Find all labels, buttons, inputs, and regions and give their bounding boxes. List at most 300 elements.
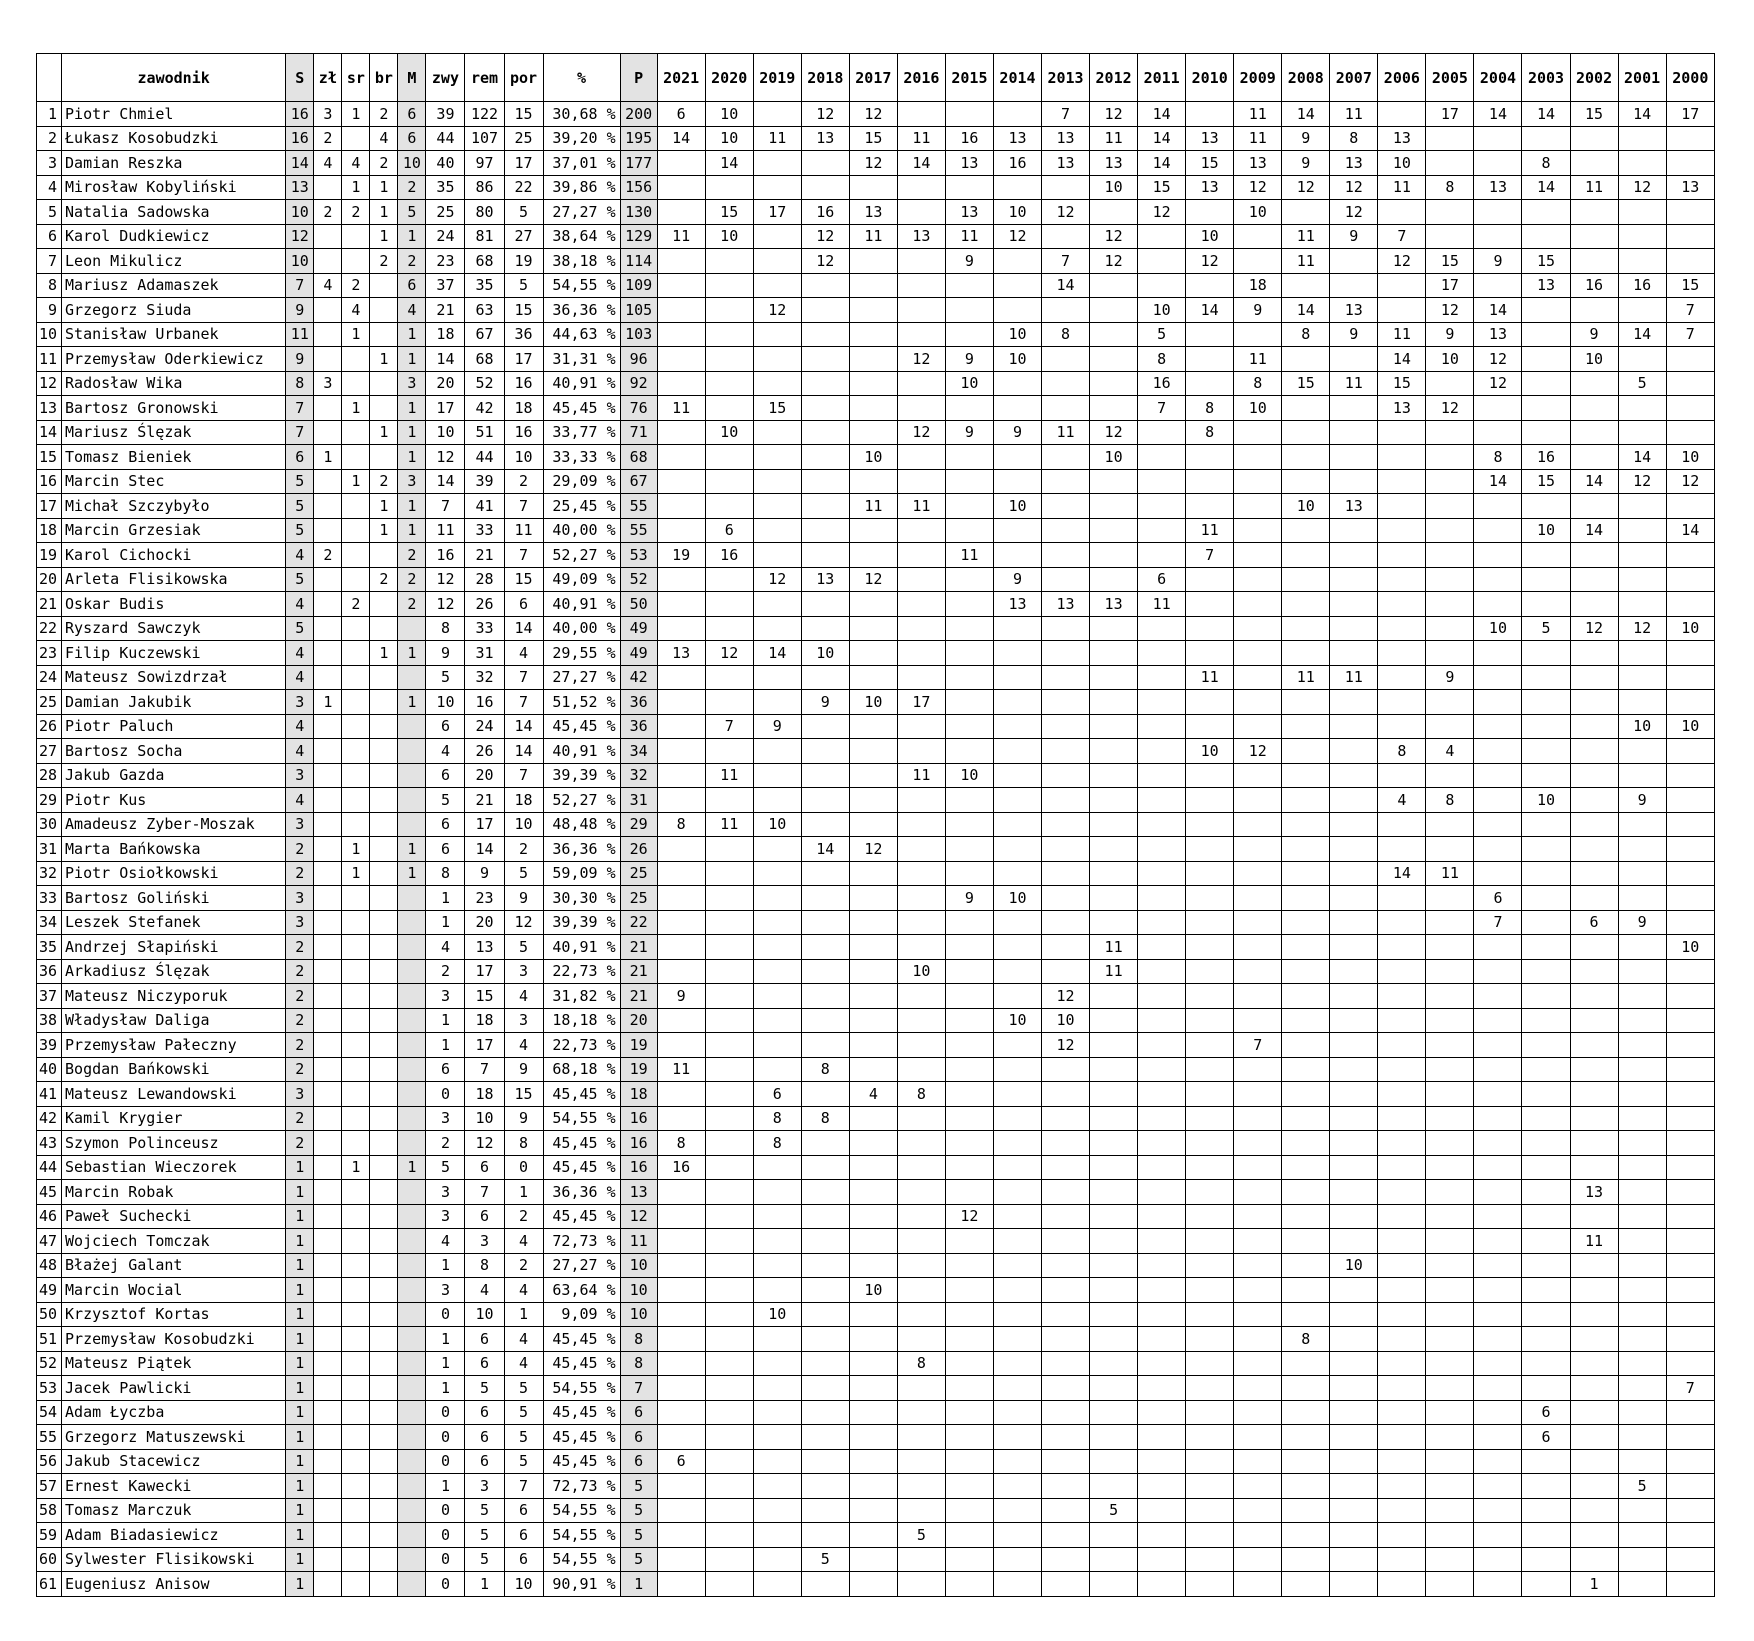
cell-s: 1 bbox=[286, 1229, 314, 1254]
cell-year-2016 bbox=[897, 1106, 945, 1131]
cell-zl bbox=[314, 298, 342, 323]
cell-year-2017 bbox=[849, 371, 897, 396]
cell-s: 7 bbox=[286, 420, 314, 445]
cell-sr bbox=[342, 739, 370, 764]
cell-year-2003 bbox=[1522, 1180, 1570, 1205]
cell-year-2011 bbox=[1138, 959, 1186, 984]
cell-year-2003 bbox=[1522, 739, 1570, 764]
cell-year-2000 bbox=[1666, 1082, 1714, 1107]
cell-year-2013 bbox=[1042, 1449, 1090, 1474]
cell-m bbox=[398, 935, 426, 960]
cell-year-2012 bbox=[1090, 1523, 1138, 1548]
cell-year-2001: 10 bbox=[1618, 714, 1666, 739]
cell-pct: 33,33 % bbox=[543, 445, 620, 470]
cell-year-2008 bbox=[1282, 1302, 1330, 1327]
cell-year-2015 bbox=[945, 1572, 993, 1597]
cell-year-2014 bbox=[993, 102, 1041, 127]
cell-year-2016 bbox=[897, 1327, 945, 1352]
cell-rem: 17 bbox=[465, 812, 504, 837]
cell-points: 76 bbox=[620, 396, 657, 421]
cell-m bbox=[398, 1523, 426, 1548]
cell-year-2017 bbox=[849, 1131, 897, 1156]
cell-year-2011 bbox=[1138, 714, 1186, 739]
cell-name: Piotr Chmiel bbox=[62, 102, 286, 127]
cell-year-2005 bbox=[1426, 690, 1474, 715]
cell-zwy: 8 bbox=[426, 616, 465, 641]
cell-pct: 54,55 % bbox=[543, 273, 620, 298]
cell-year-2009 bbox=[1234, 1376, 1282, 1401]
cell-year-2005: 8 bbox=[1426, 175, 1474, 200]
cell-year-2005 bbox=[1426, 935, 1474, 960]
table-row bbox=[37, 1523, 1715, 1548]
cell-rank: 30 bbox=[37, 812, 62, 837]
cell-year-2019 bbox=[753, 1033, 801, 1058]
cell-year-2016: 11 bbox=[897, 126, 945, 151]
cell-year-2016 bbox=[897, 1278, 945, 1303]
cell-name: Damian Reszka bbox=[62, 151, 286, 176]
cell-year-2000 bbox=[1666, 837, 1714, 862]
cell-year-2008: 9 bbox=[1282, 126, 1330, 151]
cell-points: 55 bbox=[620, 518, 657, 543]
cell-year-2010 bbox=[1186, 1204, 1234, 1229]
cell-year-2004 bbox=[1474, 935, 1522, 960]
cell-year-2002 bbox=[1570, 959, 1618, 984]
cell-s: 5 bbox=[286, 567, 314, 592]
cell-m bbox=[398, 1057, 426, 1082]
cell-year-2008: 14 bbox=[1282, 298, 1330, 323]
cell-points: 34 bbox=[620, 739, 657, 764]
cell-year-2020: 10 bbox=[705, 126, 753, 151]
cell-points: 177 bbox=[620, 151, 657, 176]
cell-year-2008 bbox=[1282, 1523, 1330, 1548]
cell-year-2015 bbox=[945, 935, 993, 960]
cell-year-2010 bbox=[1186, 1180, 1234, 1205]
cell-year-2000 bbox=[1666, 1547, 1714, 1572]
cell-year-2017 bbox=[849, 1572, 897, 1597]
cell-pct: 45,45 % bbox=[543, 1131, 620, 1156]
cell-year-2012 bbox=[1090, 1180, 1138, 1205]
cell-br bbox=[370, 1131, 398, 1156]
cell-year-2011 bbox=[1138, 543, 1186, 568]
cell-year-2018 bbox=[801, 1327, 849, 1352]
cell-por: 11 bbox=[504, 518, 543, 543]
cell-year-2000 bbox=[1666, 1449, 1714, 1474]
cell-year-2001 bbox=[1618, 1376, 1666, 1401]
cell-year-2016: 13 bbox=[897, 224, 945, 249]
cell-year-2003 bbox=[1522, 1131, 1570, 1156]
cell-name: Adam Łyczba bbox=[62, 1400, 286, 1425]
cell-year-2007 bbox=[1330, 641, 1378, 666]
cell-year-2010 bbox=[1186, 1278, 1234, 1303]
cell-year-2014 bbox=[993, 1082, 1041, 1107]
cell-year-2000 bbox=[1666, 984, 1714, 1009]
cell-year-2009 bbox=[1234, 1425, 1282, 1450]
cell-year-2010 bbox=[1186, 1155, 1234, 1180]
cell-year-2012: 12 bbox=[1090, 249, 1138, 274]
cell-points: 20 bbox=[620, 1008, 657, 1033]
cell-year-2007 bbox=[1330, 1082, 1378, 1107]
cell-year-2021 bbox=[657, 1425, 705, 1450]
cell-year-2006: 10 bbox=[1378, 151, 1426, 176]
cell-rank: 57 bbox=[37, 1474, 62, 1499]
cell-zwy: 25 bbox=[426, 200, 465, 225]
cell-year-2019 bbox=[753, 984, 801, 1009]
cell-year-2009 bbox=[1234, 616, 1282, 641]
cell-rem: 3 bbox=[465, 1474, 504, 1499]
cell-year-2004 bbox=[1474, 1376, 1522, 1401]
cell-year-2008 bbox=[1282, 641, 1330, 666]
cell-year-2001 bbox=[1618, 1057, 1666, 1082]
cell-br bbox=[370, 1523, 398, 1548]
cell-year-2003: 15 bbox=[1522, 249, 1570, 274]
cell-year-2021 bbox=[657, 959, 705, 984]
cell-year-2015: 9 bbox=[945, 886, 993, 911]
table-row bbox=[37, 543, 1715, 568]
cell-year-2002: 6 bbox=[1570, 910, 1618, 935]
cell-year-2004 bbox=[1474, 224, 1522, 249]
cell-year-2007 bbox=[1330, 1278, 1378, 1303]
cell-s: 1 bbox=[286, 1376, 314, 1401]
cell-pct: 38,64 % bbox=[543, 224, 620, 249]
cell-points: 103 bbox=[620, 322, 657, 347]
cell-year-2010: 12 bbox=[1186, 249, 1234, 274]
cell-zwy: 0 bbox=[426, 1523, 465, 1548]
cell-year-2003 bbox=[1522, 1253, 1570, 1278]
cell-year-2000: 7 bbox=[1666, 1376, 1714, 1401]
cell-m bbox=[398, 1498, 426, 1523]
cell-por: 3 bbox=[504, 959, 543, 984]
cell-year-2008 bbox=[1282, 714, 1330, 739]
cell-br: 2 bbox=[370, 151, 398, 176]
cell-por: 5 bbox=[504, 1449, 543, 1474]
cell-name: Mariusz Ślęzak bbox=[62, 420, 286, 445]
cell-year-2005 bbox=[1426, 616, 1474, 641]
cell-rank: 34 bbox=[37, 910, 62, 935]
cell-year-2008 bbox=[1282, 763, 1330, 788]
cell-year-2005: 9 bbox=[1426, 322, 1474, 347]
cell-year-2013 bbox=[1042, 812, 1090, 837]
cell-year-2016 bbox=[897, 1008, 945, 1033]
cell-year-2020 bbox=[705, 910, 753, 935]
cell-year-2010: 10 bbox=[1186, 224, 1234, 249]
cell-points: 36 bbox=[620, 714, 657, 739]
cell-zwy: 23 bbox=[426, 249, 465, 274]
cell-year-2019: 12 bbox=[753, 298, 801, 323]
cell-year-2014: 10 bbox=[993, 200, 1041, 225]
cell-year-2005 bbox=[1426, 1033, 1474, 1058]
cell-year-2011 bbox=[1138, 935, 1186, 960]
cell-year-2011 bbox=[1138, 739, 1186, 764]
cell-name: Tomasz Bieniek bbox=[62, 445, 286, 470]
cell-year-2003 bbox=[1522, 910, 1570, 935]
cell-br bbox=[370, 1547, 398, 1572]
cell-year-2011 bbox=[1138, 1082, 1186, 1107]
cell-year-2017: 15 bbox=[849, 126, 897, 151]
cell-year-2001 bbox=[1618, 1327, 1666, 1352]
cell-year-2017 bbox=[849, 935, 897, 960]
cell-year-2007 bbox=[1330, 616, 1378, 641]
cell-year-2017 bbox=[849, 1474, 897, 1499]
cell-year-2005 bbox=[1426, 763, 1474, 788]
cell-year-2018 bbox=[801, 1082, 849, 1107]
cell-por: 7 bbox=[504, 690, 543, 715]
cell-year-2008 bbox=[1282, 788, 1330, 813]
cell-sr: 1 bbox=[342, 861, 370, 886]
cell-year-2006 bbox=[1378, 665, 1426, 690]
cell-year-2007 bbox=[1330, 812, 1378, 837]
cell-rem: 107 bbox=[465, 126, 504, 151]
cell-br bbox=[370, 592, 398, 617]
cell-year-2012: 12 bbox=[1090, 102, 1138, 127]
cell-zwy: 17 bbox=[426, 396, 465, 421]
cell-year-2003 bbox=[1522, 837, 1570, 862]
cell-year-2003 bbox=[1522, 1106, 1570, 1131]
cell-sr bbox=[342, 763, 370, 788]
cell-year-2010 bbox=[1186, 641, 1234, 666]
cell-sr bbox=[342, 1008, 370, 1033]
cell-year-2013 bbox=[1042, 371, 1090, 396]
cell-m bbox=[398, 1131, 426, 1156]
cell-year-2016 bbox=[897, 665, 945, 690]
cell-year-2020 bbox=[705, 616, 753, 641]
cell-year-2014 bbox=[993, 812, 1041, 837]
cell-year-2016 bbox=[897, 641, 945, 666]
table-row bbox=[37, 175, 1715, 200]
cell-year-2017 bbox=[849, 1155, 897, 1180]
cell-year-2014 bbox=[993, 641, 1041, 666]
cell-year-2006: 13 bbox=[1378, 396, 1426, 421]
cell-year-2015 bbox=[945, 175, 993, 200]
cell-points: 109 bbox=[620, 273, 657, 298]
cell-year-2014 bbox=[993, 1376, 1041, 1401]
cell-year-2009: 7 bbox=[1234, 1033, 1282, 1058]
cell-year-2000 bbox=[1666, 592, 1714, 617]
cell-year-2005 bbox=[1426, 910, 1474, 935]
cell-year-2000 bbox=[1666, 1131, 1714, 1156]
cell-year-2004 bbox=[1474, 151, 1522, 176]
cell-year-2006 bbox=[1378, 1302, 1426, 1327]
cell-year-2008 bbox=[1282, 1033, 1330, 1058]
cell-year-2014 bbox=[993, 910, 1041, 935]
cell-year-2016 bbox=[897, 249, 945, 274]
cell-por: 4 bbox=[504, 1278, 543, 1303]
cell-year-2019 bbox=[753, 837, 801, 862]
cell-year-2007 bbox=[1330, 1351, 1378, 1376]
cell-pct: 45,45 % bbox=[543, 1082, 620, 1107]
cell-year-2017 bbox=[849, 812, 897, 837]
cell-zl: 2 bbox=[314, 126, 342, 151]
cell-year-2015 bbox=[945, 494, 993, 519]
cell-rank: 29 bbox=[37, 788, 62, 813]
cell-name: Przemysław Oderkiewicz bbox=[62, 347, 286, 372]
cell-year-2002: 1 bbox=[1570, 1572, 1618, 1597]
cell-zwy: 6 bbox=[426, 714, 465, 739]
cell-year-2017 bbox=[849, 1057, 897, 1082]
cell-rem: 5 bbox=[465, 1498, 504, 1523]
cell-pct: 40,91 % bbox=[543, 371, 620, 396]
cell-year-2006: 15 bbox=[1378, 371, 1426, 396]
table-row bbox=[37, 1229, 1715, 1254]
cell-year-2015: 10 bbox=[945, 371, 993, 396]
cell-year-2012: 13 bbox=[1090, 592, 1138, 617]
cell-rem: 8 bbox=[465, 1253, 504, 1278]
cell-m bbox=[398, 984, 426, 1009]
cell-year-2019 bbox=[753, 959, 801, 984]
cell-year-2006 bbox=[1378, 567, 1426, 592]
cell-name: Bartosz Socha bbox=[62, 739, 286, 764]
cell-year-2021 bbox=[657, 1253, 705, 1278]
cell-year-2002 bbox=[1570, 396, 1618, 421]
cell-year-2004 bbox=[1474, 861, 1522, 886]
cell-year-2018: 14 bbox=[801, 837, 849, 862]
cell-zwy: 14 bbox=[426, 347, 465, 372]
cell-s: 1 bbox=[286, 1474, 314, 1499]
cell-year-2017: 13 bbox=[849, 200, 897, 225]
cell-year-2011 bbox=[1138, 224, 1186, 249]
cell-year-2009 bbox=[1234, 1400, 1282, 1425]
cell-year-2002 bbox=[1570, 151, 1618, 176]
cell-zl: 3 bbox=[314, 371, 342, 396]
cell-year-2009 bbox=[1234, 1327, 1282, 1352]
cell-points: 200 bbox=[620, 102, 657, 127]
table-row bbox=[37, 1155, 1715, 1180]
cell-year-2000 bbox=[1666, 641, 1714, 666]
cell-points: 52 bbox=[620, 567, 657, 592]
cell-year-2013 bbox=[1042, 1057, 1090, 1082]
cell-year-2019 bbox=[753, 249, 801, 274]
cell-year-2000 bbox=[1666, 543, 1714, 568]
cell-rem: 14 bbox=[465, 837, 504, 862]
cell-zl bbox=[314, 1082, 342, 1107]
cell-year-2002 bbox=[1570, 714, 1618, 739]
cell-year-2002 bbox=[1570, 224, 1618, 249]
cell-year-2010 bbox=[1186, 935, 1234, 960]
cell-por: 4 bbox=[504, 984, 543, 1009]
cell-year-2021 bbox=[657, 1498, 705, 1523]
cell-year-2005 bbox=[1426, 1180, 1474, 1205]
cell-year-2006 bbox=[1378, 959, 1426, 984]
cell-year-2006 bbox=[1378, 1278, 1426, 1303]
cell-zwy: 24 bbox=[426, 224, 465, 249]
cell-year-2017: 10 bbox=[849, 445, 897, 470]
cell-year-2003 bbox=[1522, 1351, 1570, 1376]
cell-year-2014 bbox=[993, 1106, 1041, 1131]
cell-year-2015 bbox=[945, 1033, 993, 1058]
cell-year-2013 bbox=[1042, 1400, 1090, 1425]
cell-zl bbox=[314, 665, 342, 690]
cell-year-2001 bbox=[1618, 298, 1666, 323]
cell-year-2019 bbox=[753, 910, 801, 935]
cell-pct: 30,30 % bbox=[543, 886, 620, 911]
cell-year-2009 bbox=[1234, 1449, 1282, 1474]
cell-year-2002 bbox=[1570, 886, 1618, 911]
cell-year-2006 bbox=[1378, 1498, 1426, 1523]
cell-year-2000 bbox=[1666, 910, 1714, 935]
cell-year-2014 bbox=[993, 763, 1041, 788]
cell-br: 4 bbox=[370, 126, 398, 151]
table-row bbox=[37, 420, 1715, 445]
cell-rem: 5 bbox=[465, 1547, 504, 1572]
cell-zwy: 3 bbox=[426, 984, 465, 1009]
cell-year-2018: 13 bbox=[801, 126, 849, 151]
table-row bbox=[37, 788, 1715, 813]
cell-year-2015 bbox=[945, 739, 993, 764]
cell-year-2012 bbox=[1090, 1253, 1138, 1278]
cell-rank: 31 bbox=[37, 837, 62, 862]
cell-year-2000 bbox=[1666, 1327, 1714, 1352]
cell-year-2004 bbox=[1474, 763, 1522, 788]
cell-year-2013 bbox=[1042, 1131, 1090, 1156]
cell-year-2014: 10 bbox=[993, 886, 1041, 911]
cell-year-2000 bbox=[1666, 788, 1714, 813]
cell-year-2001 bbox=[1618, 1302, 1666, 1327]
cell-year-2013 bbox=[1042, 543, 1090, 568]
cell-year-2020: 7 bbox=[705, 714, 753, 739]
cell-pct: 59,09 % bbox=[543, 861, 620, 886]
cell-year-2018 bbox=[801, 1155, 849, 1180]
cell-year-2000 bbox=[1666, 690, 1714, 715]
table-row bbox=[37, 1106, 1715, 1131]
cell-year-2013: 12 bbox=[1042, 200, 1090, 225]
cell-s: 6 bbox=[286, 445, 314, 470]
cell-year-2015: 13 bbox=[945, 151, 993, 176]
cell-year-2009 bbox=[1234, 935, 1282, 960]
cell-year-2020 bbox=[705, 959, 753, 984]
cell-rank: 40 bbox=[37, 1057, 62, 1082]
cell-year-2006 bbox=[1378, 1180, 1426, 1205]
cell-zl bbox=[314, 861, 342, 886]
cell-zl: 2 bbox=[314, 543, 342, 568]
cell-year-2016: 14 bbox=[897, 151, 945, 176]
cell-year-2009 bbox=[1234, 690, 1282, 715]
cell-year-2017 bbox=[849, 788, 897, 813]
cell-year-2021 bbox=[657, 592, 705, 617]
cell-rank: 41 bbox=[37, 1082, 62, 1107]
cell-rem: 23 bbox=[465, 886, 504, 911]
column-header-2003: 2003 bbox=[1522, 54, 1570, 102]
cell-rem: 80 bbox=[465, 200, 504, 225]
cell-year-2010 bbox=[1186, 567, 1234, 592]
cell-m bbox=[398, 1302, 426, 1327]
cell-rank: 60 bbox=[37, 1547, 62, 1572]
cell-year-2008 bbox=[1282, 1474, 1330, 1499]
column-header-s: S bbox=[286, 54, 314, 102]
cell-year-2001 bbox=[1618, 518, 1666, 543]
cell-points: 6 bbox=[620, 1449, 657, 1474]
cell-year-2015 bbox=[945, 396, 993, 421]
cell-zwy: 1 bbox=[426, 886, 465, 911]
cell-sr bbox=[342, 714, 370, 739]
cell-year-2017 bbox=[849, 1547, 897, 1572]
cell-m: 1 bbox=[398, 861, 426, 886]
cell-year-2017 bbox=[849, 1180, 897, 1205]
cell-year-2012 bbox=[1090, 1572, 1138, 1597]
cell-year-2010 bbox=[1186, 445, 1234, 470]
cell-year-2007 bbox=[1330, 959, 1378, 984]
cell-year-2008 bbox=[1282, 1572, 1330, 1597]
cell-zl bbox=[314, 567, 342, 592]
cell-year-2005: 17 bbox=[1426, 273, 1474, 298]
cell-year-2016 bbox=[897, 1204, 945, 1229]
cell-m: 1 bbox=[398, 396, 426, 421]
cell-year-2012 bbox=[1090, 1008, 1138, 1033]
cell-year-2013 bbox=[1042, 641, 1090, 666]
cell-m: 1 bbox=[398, 420, 426, 445]
cell-year-2019 bbox=[753, 1253, 801, 1278]
cell-br: 2 bbox=[370, 102, 398, 127]
cell-year-2019 bbox=[753, 224, 801, 249]
cell-s: 3 bbox=[286, 690, 314, 715]
